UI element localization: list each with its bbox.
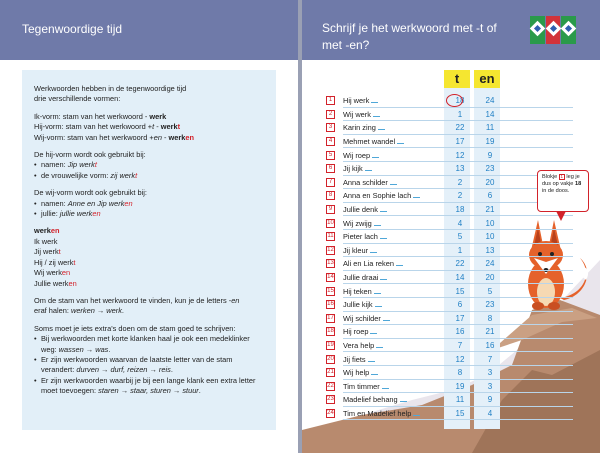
extra-list xyxy=(34,334,264,396)
answer-blank[interactable] xyxy=(380,238,387,239)
t-value: 8 xyxy=(457,368,463,378)
row-sentence: Karin zing xyxy=(343,123,443,132)
t-value: 7 xyxy=(457,341,463,351)
table-row xyxy=(326,257,495,271)
answer-blank[interactable] xyxy=(370,333,377,334)
conjugation-block: werken Ik werk Jij werkt Hij / zij werkt Wij werken Jullie werken xyxy=(34,226,77,288)
en-value: 9 xyxy=(487,150,493,160)
row-number: 5 xyxy=(326,151,335,160)
hij-usage-title: De hij-vorm wordt ook gebruikt bij: xyxy=(34,150,146,160)
en-value: 11 xyxy=(485,123,495,133)
extra-title: Soms moet je iets extra's doen om de stam goed te schrijven: xyxy=(34,323,236,333)
highlight-circle xyxy=(446,94,463,107)
row-sentence: Jullie draai xyxy=(343,273,443,282)
row-sentence: Tim en Madelief help xyxy=(343,409,443,418)
row-number: 9 xyxy=(326,205,335,214)
t-value: 1 xyxy=(457,109,463,119)
row-number: 10 xyxy=(327,219,334,226)
row-sentence: Jij kleur xyxy=(343,246,443,255)
row-number: 20 xyxy=(327,355,334,362)
row-number: 6 xyxy=(326,164,335,173)
exercise-title: Schrijf je het werkwoord met -t of met -en? xyxy=(322,21,497,52)
game-logo-icon xyxy=(530,16,576,44)
answer-blank[interactable] xyxy=(374,293,381,294)
answer-blank[interactable] xyxy=(383,320,390,321)
table-row xyxy=(326,284,493,298)
bubble-tail xyxy=(556,211,566,221)
row-sentence: Ali en Lia reken xyxy=(343,259,443,268)
t-value: 15 xyxy=(455,409,465,419)
en-value: 3 xyxy=(487,381,493,391)
table-row xyxy=(326,339,495,353)
table-row xyxy=(326,380,493,394)
list-item: • de vrouwelijke vorm: zij werkt xyxy=(34,171,264,181)
t-value: 19 xyxy=(455,381,465,391)
row-number: 21 xyxy=(327,369,334,376)
row-sentence: Vera help xyxy=(343,341,443,350)
row-sentence: Wij werk xyxy=(343,110,443,119)
row-number: 22 xyxy=(327,382,334,389)
answer-blank[interactable] xyxy=(413,415,420,416)
en-value: 24 xyxy=(485,96,495,106)
row-number: 18 xyxy=(327,328,334,335)
row-sentence: Madelief behang xyxy=(343,395,443,404)
table-row xyxy=(326,94,495,108)
table-row xyxy=(326,176,495,190)
en-value: 9 xyxy=(487,395,493,405)
row-sentence: Mehmet wandel xyxy=(343,137,443,146)
en-value: 6 xyxy=(487,191,493,201)
en-value: 21 xyxy=(485,205,495,215)
answer-blank[interactable] xyxy=(376,347,383,348)
row-sentence: Wij roep xyxy=(343,151,443,160)
table-row xyxy=(326,352,493,366)
table-row xyxy=(326,203,495,217)
row-sentence: Jullie denk xyxy=(343,205,443,214)
answer-blank[interactable] xyxy=(380,211,387,212)
t-value: 17 xyxy=(455,313,465,323)
answer-blank[interactable] xyxy=(382,388,389,389)
en-value: 3 xyxy=(487,368,493,378)
en-value: 16 xyxy=(485,341,495,351)
row-number: 17 xyxy=(327,314,334,321)
stam-explanation: Om de stam van het werkwoord te vinden, kun je de letters -en eraf halen: werken → werk. xyxy=(34,295,240,316)
table-row xyxy=(326,325,495,339)
answer-blank[interactable] xyxy=(365,170,372,171)
en-value: 10 xyxy=(485,232,495,242)
row-number: 7 xyxy=(326,178,335,187)
column-header-t: t xyxy=(444,70,470,88)
row-sentence: Anna schilder xyxy=(343,178,443,187)
table-row xyxy=(326,393,493,407)
t-value: 15 xyxy=(455,286,465,296)
en-value: 19 xyxy=(485,137,495,147)
answer-blank[interactable] xyxy=(390,184,397,185)
en-value: 21 xyxy=(485,327,495,337)
hint-bubble: Blokje 1 leg je dus op vakje 18 in de doos. xyxy=(537,170,589,212)
table-row xyxy=(326,162,495,176)
t-value: 22 xyxy=(455,123,465,133)
row-number: 2 xyxy=(326,110,335,119)
table-row xyxy=(326,244,495,258)
row-sentence: Wij zwijg xyxy=(343,219,443,228)
left-header xyxy=(0,0,298,60)
row-number: 16 xyxy=(327,301,334,308)
table-row xyxy=(326,407,493,421)
table-row xyxy=(326,189,493,203)
list-item: • Er zijn werkwoorden waarvan de laatste letter van de stam verandert: durven → durf, reizen → reis. xyxy=(34,355,264,376)
table-row xyxy=(326,216,495,230)
t-value: 12 xyxy=(455,354,465,364)
en-value: 10 xyxy=(485,218,495,228)
en-value: 20 xyxy=(485,273,495,283)
row-number: 3 xyxy=(326,123,335,132)
row-number: 24 xyxy=(327,410,334,417)
row-sentence: Jij fiets xyxy=(343,355,443,364)
answer-blank[interactable] xyxy=(371,102,378,103)
forms-list: Ik-vorm: stam van het werkwoord - werk Hij-vorm: stam van het werkwoord +t - werkt Wij-vorm: stam van het werkwoord +en - werken xyxy=(34,111,195,142)
en-value: 23 xyxy=(485,300,495,310)
row-number: 12 xyxy=(327,246,334,253)
row-number: 15 xyxy=(327,287,334,294)
row-number: 19 xyxy=(327,342,334,349)
t-value: 6 xyxy=(457,300,463,310)
row-number: 23 xyxy=(327,396,334,403)
list-item: • jullie: jullie werken xyxy=(34,209,264,219)
answer-blank[interactable] xyxy=(380,279,387,280)
en-value: 23 xyxy=(485,164,495,174)
answer-blank[interactable] xyxy=(396,265,403,266)
answer-blank[interactable] xyxy=(368,361,375,362)
t-value: 18 xyxy=(455,96,465,106)
left-page xyxy=(0,0,298,453)
table-row xyxy=(326,148,493,162)
row-sentence: Hij teken xyxy=(343,287,443,296)
row-number: 1 xyxy=(326,96,335,105)
hij-usage-list xyxy=(34,160,264,181)
answer-blank[interactable] xyxy=(372,157,379,158)
row-sentence: Wij help xyxy=(343,368,443,377)
list-item: • Er zijn werkwoorden waarbij je bij een lange klank een extra letter moet toevoegen: staren → staar, sturen → stuur. xyxy=(34,376,264,397)
t-value: 17 xyxy=(455,137,465,147)
page-title: Tegenwoordige tijd xyxy=(22,22,123,36)
explanation-box xyxy=(22,70,276,430)
row-divider xyxy=(343,419,573,420)
answer-blank[interactable] xyxy=(413,197,420,198)
row-number: 8 xyxy=(326,191,335,200)
table-row xyxy=(326,135,495,149)
list-item: • namen: Anne en Jip werken xyxy=(34,199,264,209)
row-sentence: Jullie kijk xyxy=(343,300,443,309)
t-value: 4 xyxy=(457,218,463,228)
wij-usage-list xyxy=(34,199,264,220)
en-value: 24 xyxy=(485,259,495,269)
row-sentence: Hij roep xyxy=(343,327,443,336)
list-item: • Bij werkwoorden met korte klanken haal je ook een medeklinker weg: wassen → was. xyxy=(34,334,264,355)
table-row xyxy=(326,121,495,135)
mini-block-icon: 1 xyxy=(560,174,564,179)
t-value: 5 xyxy=(457,232,463,242)
row-sentence: Anna en Sophie lach xyxy=(343,191,443,200)
row-number: 11 xyxy=(327,233,334,240)
en-value: 7 xyxy=(487,354,493,364)
row-number: 14 xyxy=(327,274,334,281)
t-value: 2 xyxy=(457,191,463,201)
answer-blank[interactable] xyxy=(375,306,382,307)
table-row xyxy=(326,108,495,122)
t-value: 14 xyxy=(455,273,465,283)
en-value: 14 xyxy=(485,109,495,119)
table-row xyxy=(326,366,493,380)
t-value: 1 xyxy=(457,245,463,255)
list-item: • namen: Jip werkt xyxy=(34,160,264,170)
t-value: 13 xyxy=(455,164,465,174)
en-value: 4 xyxy=(487,409,493,419)
wij-usage-title: De wij-vorm wordt ook gebruikt bij: xyxy=(34,188,147,198)
en-value: 13 xyxy=(485,245,495,255)
t-value: 16 xyxy=(455,327,465,337)
table-row xyxy=(326,230,495,244)
row-number: 13 xyxy=(327,260,334,267)
answer-blank[interactable] xyxy=(397,143,404,144)
answer-blank[interactable] xyxy=(373,116,380,117)
t-value: 22 xyxy=(455,259,465,269)
answer-blank[interactable] xyxy=(400,401,407,402)
en-value: 8 xyxy=(487,313,493,323)
intro-text: Werkwoorden hebben in de tegenwoordige tijd drie verschillende vormen: xyxy=(34,84,187,104)
t-value: 11 xyxy=(455,395,465,405)
answer-blank[interactable] xyxy=(374,225,381,226)
table-row xyxy=(326,312,493,326)
row-sentence: Wij schilder xyxy=(343,314,443,323)
row-sentence: Jij kijk xyxy=(343,164,443,173)
right-header xyxy=(302,0,600,60)
row-number: 4 xyxy=(326,137,335,146)
column-header-en: en xyxy=(474,70,500,88)
t-value: 2 xyxy=(457,177,463,187)
en-value: 5 xyxy=(487,286,493,296)
table-row xyxy=(326,298,495,312)
row-sentence: Pieter lach xyxy=(343,232,443,241)
row-sentence: Tim timmer xyxy=(343,382,443,391)
answer-blank[interactable] xyxy=(371,374,378,375)
en-value: 20 xyxy=(485,177,495,187)
row-sentence: Hij werk xyxy=(343,96,443,105)
t-value: 12 xyxy=(455,150,465,160)
answer-blank[interactable] xyxy=(378,129,385,130)
table-row xyxy=(326,271,495,285)
t-value: 18 xyxy=(455,205,465,215)
answer-blank[interactable] xyxy=(370,252,377,253)
